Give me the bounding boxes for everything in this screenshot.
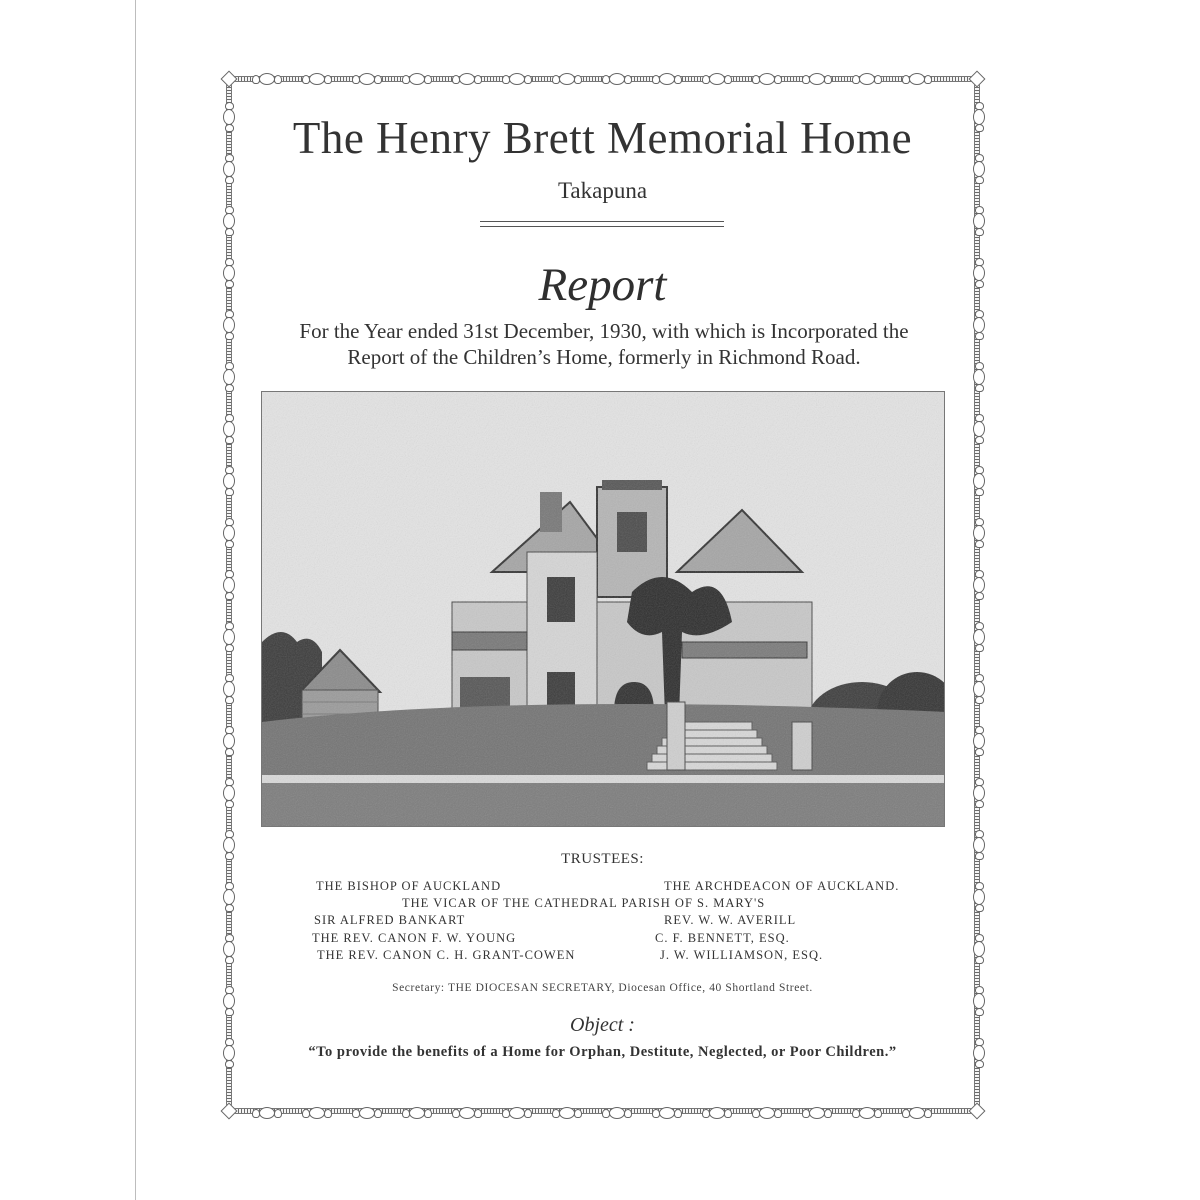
border-knot-icon — [859, 73, 875, 85]
border-knot-icon — [973, 213, 985, 229]
document-location: Takapuna — [557, 178, 648, 203]
border-knot-icon — [409, 73, 425, 85]
border-corner-icon — [969, 71, 986, 88]
border-knot-icon — [973, 317, 985, 333]
trustee-entry: C. F. BENNETT, ESQ. — [655, 931, 790, 945]
border-knot-icon — [973, 785, 985, 801]
trustee-entry: THE ARCHDEACON OF AUCKLAND. — [664, 879, 900, 893]
secretary-line: Secretary: THE DIOCESAN SECRETARY, Diocesan Office, 40 Shortland Street. — [392, 982, 813, 994]
border-knot-icon — [259, 73, 275, 85]
trustee-entry: SIR ALFRED BANKART — [314, 913, 466, 927]
trustee-entry: THE VICAR OF THE CATHEDRAL PARISH OF S. MARY'S — [402, 896, 766, 910]
border-knot-icon — [409, 1107, 425, 1119]
border-knot-icon — [973, 993, 985, 1009]
border-knot-icon — [709, 73, 725, 85]
border-knot-icon — [309, 1107, 325, 1119]
house-illustration — [262, 392, 945, 827]
border-knot-icon — [909, 73, 925, 85]
border-knot-icon — [223, 317, 235, 333]
border-knot-icon — [359, 73, 375, 85]
border-knot-icon — [223, 993, 235, 1009]
border-knot-icon — [973, 681, 985, 697]
border-knot-icon — [659, 1107, 675, 1119]
trustee-entry: THE BISHOP OF AUCKLAND — [316, 879, 502, 893]
border-knot-icon — [609, 1107, 625, 1119]
trustees-heading: TRUSTEES: — [561, 851, 644, 867]
border-knot-icon — [559, 1107, 575, 1119]
object-heading: Object : — [570, 1014, 635, 1036]
border-knot-icon — [973, 525, 985, 541]
report-heading: Report — [538, 259, 667, 311]
border-knot-icon — [509, 1107, 525, 1119]
border-knot-icon — [459, 1107, 475, 1119]
border-knot-icon — [223, 525, 235, 541]
border-knot-icon — [223, 369, 235, 385]
border-knot-icon — [223, 681, 235, 697]
border-knot-icon — [223, 733, 235, 749]
border-knot-icon — [973, 421, 985, 437]
border-knot-icon — [973, 369, 985, 385]
border-knot-icon — [973, 629, 985, 645]
page-edge-line — [135, 0, 136, 1200]
trustee-entry: J. W. WILLIAMSON, ESQ. — [660, 948, 824, 962]
border-knot-icon — [309, 73, 325, 85]
border-knot-icon — [759, 73, 775, 85]
border-knot-icon — [973, 473, 985, 489]
intro-line-2: Report of the Children’s Home, formerly in Richmond Road. — [347, 345, 861, 369]
intro-line-1: For the Year ended 31st December, 1930, with which is Incorporated the — [299, 319, 909, 343]
border-knot-icon — [223, 577, 235, 593]
border-corner-icon — [969, 1103, 986, 1120]
border-knot-icon — [223, 421, 235, 437]
border-knot-icon — [359, 1107, 375, 1119]
border-knot-icon — [223, 213, 235, 229]
object-statement: “To provide the benefits of a Home for Orphan, Destitute, Neglected, or Poor Children.” — [308, 1044, 897, 1060]
border-knot-icon — [859, 1107, 875, 1119]
border-knot-icon — [223, 785, 235, 801]
border-corner-icon — [221, 1103, 238, 1120]
border-knot-icon — [809, 1107, 825, 1119]
border-knot-icon — [609, 73, 625, 85]
border-knot-icon — [223, 629, 235, 645]
border-corner-icon — [221, 71, 238, 88]
border-knot-icon — [259, 1107, 275, 1119]
border-knot-icon — [223, 473, 235, 489]
building-photograph — [261, 391, 945, 827]
document-title: The Henry Brett Memorial Home — [292, 113, 913, 163]
border-knot-icon — [223, 889, 235, 905]
border-knot-icon — [509, 73, 525, 85]
border-knot-icon — [973, 577, 985, 593]
border-knot-icon — [659, 73, 675, 85]
border-knot-icon — [223, 941, 235, 957]
border-knot-icon — [809, 73, 825, 85]
trustee-entry: REV. W. W. AVERILL — [664, 913, 797, 927]
border-knot-icon — [973, 733, 985, 749]
border-knot-icon — [759, 1107, 775, 1119]
border-knot-icon — [973, 889, 985, 905]
report-intro — [240, 318, 968, 370]
border-knot-icon — [973, 941, 985, 957]
border-knot-icon — [709, 1107, 725, 1119]
trustee-entry: THE REV. CANON C. H. GRANT-COWEN — [317, 948, 576, 962]
trustee-entry: THE REV. CANON F. W. YOUNG — [312, 931, 517, 945]
double-rule-divider — [480, 221, 724, 227]
border-knot-icon — [559, 73, 575, 85]
border-knot-icon — [909, 1107, 925, 1119]
border-knot-icon — [459, 73, 475, 85]
